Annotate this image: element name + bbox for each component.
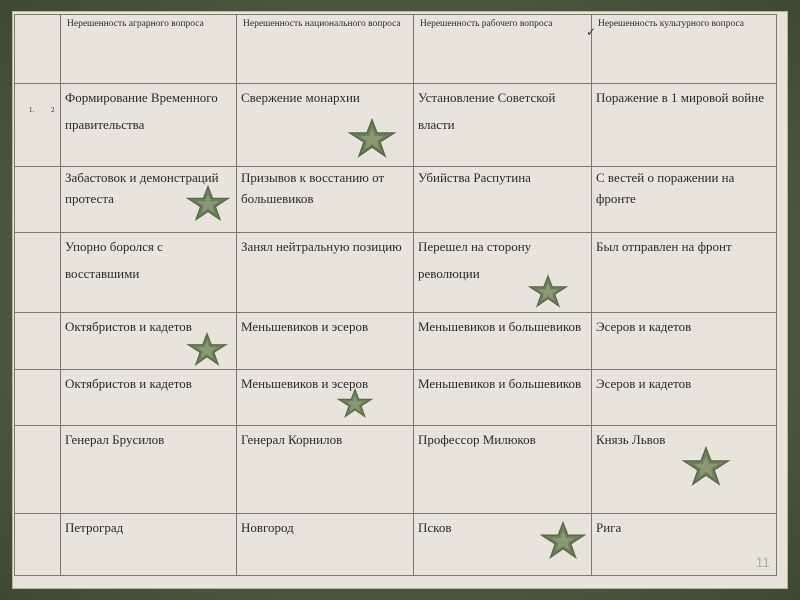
- row-number-cell: [15, 313, 61, 370]
- checkmark-icon: ✓: [586, 25, 597, 39]
- answer-cell[interactable]: Меньшевиков и большевиков: [414, 370, 592, 426]
- answer-cell[interactable]: Новгород: [237, 514, 414, 576]
- star-icon: [184, 332, 230, 366]
- answer-cell[interactable]: Свержение монархии: [237, 84, 414, 167]
- header-workers: Нерешенность рабочего вопроса: [414, 15, 592, 84]
- answer-cell[interactable]: Октябристов и кадетов: [61, 313, 237, 370]
- answer-cell[interactable]: Генерал Корнилов: [237, 426, 414, 514]
- table-row: [15, 233, 777, 313]
- answer-cell[interactable]: Перешел на сторону революции: [414, 233, 592, 313]
- answer-cell[interactable]: Занял нейтральную позицию: [237, 233, 414, 313]
- row-number-cell: [15, 370, 61, 426]
- row-number-cell: [15, 426, 61, 514]
- header-national: Нерешенность национального вопроса: [237, 15, 414, 84]
- table-header-row: [15, 15, 777, 84]
- star-icon: [540, 520, 586, 560]
- table-row: [15, 426, 777, 514]
- header-cultural: ✓ Нерешенность культурного вопроса: [592, 15, 777, 84]
- answer-cell[interactable]: Забастовок и демонстраций протеста: [61, 167, 237, 233]
- answer-cell[interactable]: Установление Советской власти: [414, 84, 592, 167]
- answer-cell[interactable]: Князь Львов: [592, 426, 777, 514]
- answer-cell[interactable]: Эсеров и кадетов: [592, 370, 777, 426]
- star-icon: [186, 182, 230, 224]
- answer-cell[interactable]: Октябристов и кадетов: [61, 370, 237, 426]
- answer-cell[interactable]: Меньшевиков и эсеров: [237, 313, 414, 370]
- answer-table: [14, 14, 777, 576]
- answer-cell[interactable]: Упорно боролся с восставшими: [61, 233, 237, 313]
- table-row: [15, 370, 777, 426]
- answer-cell[interactable]: Псков: [414, 514, 592, 576]
- answer-cell[interactable]: Меньшевиков и большевиков: [414, 313, 592, 370]
- table-row: [15, 313, 777, 370]
- star-icon: [348, 118, 396, 158]
- answer-cell[interactable]: Меньшевиков и эсеров: [237, 370, 414, 426]
- answer-cell[interactable]: Эсеров и кадетов: [592, 313, 777, 370]
- answer-cell[interactable]: Генерал Брусилов: [61, 426, 237, 514]
- row-number-cell: 1. 2: [15, 84, 61, 167]
- row-number-cell: [15, 167, 61, 233]
- table-row: [15, 167, 777, 233]
- header-agrarian: Нерешенность аграрного вопроса: [61, 15, 237, 84]
- header-num-cell: [15, 15, 61, 84]
- answer-cell[interactable]: Призывов к восстанию от большевиков: [237, 167, 414, 233]
- row-number-cell: [15, 514, 61, 576]
- answer-cell[interactable]: Профессор Милюков: [414, 426, 592, 514]
- row-number-cell: [15, 233, 61, 313]
- answer-cell[interactable]: Рига: [592, 514, 777, 576]
- answer-cell[interactable]: Был отправлен на фронт: [592, 233, 777, 313]
- answer-cell[interactable]: Петроград: [61, 514, 237, 576]
- star-icon: [672, 446, 740, 486]
- answer-cell[interactable]: Формирование Временного правительства: [61, 84, 237, 167]
- answer-cell[interactable]: Поражение в 1 мировой войне: [592, 84, 777, 167]
- star-icon: [528, 270, 568, 312]
- table-row: [15, 514, 777, 576]
- slide-number: 11: [755, 554, 770, 570]
- answer-cell[interactable]: С вестей о поражении на фронте: [592, 167, 777, 233]
- answer-cell[interactable]: Убийства Распутина: [414, 167, 592, 233]
- star-icon: [330, 388, 380, 418]
